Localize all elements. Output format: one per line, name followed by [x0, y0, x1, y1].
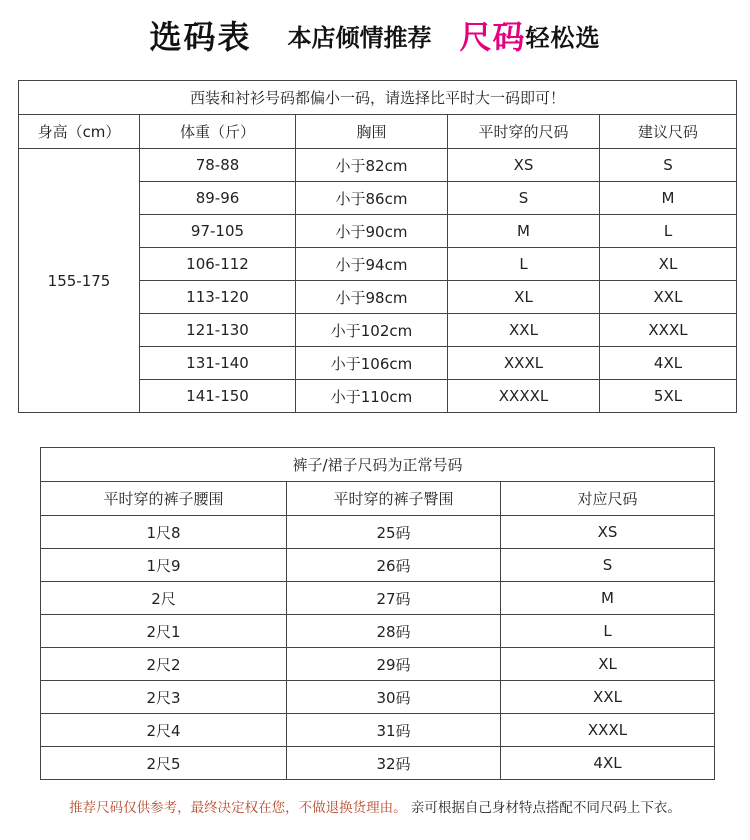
- usual-size-cell: XS: [448, 149, 600, 182]
- table-row: [41, 648, 715, 681]
- hip-cell: 27码: [287, 582, 501, 615]
- waist-cell: 2尺2: [41, 648, 287, 681]
- height-range-cell: 155-175: [19, 149, 140, 413]
- table-row: [41, 582, 715, 615]
- size-cell: XXXL: [501, 714, 715, 747]
- usual-size-cell: XL: [448, 281, 600, 314]
- usual-size-cell: XXXL: [448, 347, 600, 380]
- accent-text: 尺码: [459, 18, 526, 56]
- page-header: [0, 10, 750, 60]
- table-caption-row: [19, 81, 737, 115]
- header-waist: 平时穿的裤子腰围: [41, 482, 287, 516]
- size-cell: XL: [501, 648, 715, 681]
- usual-size-cell: L: [448, 248, 600, 281]
- suggested-size-cell: 4XL: [600, 347, 737, 380]
- chest-cell: 小于98cm: [296, 281, 448, 314]
- footer-note: [0, 796, 750, 822]
- size-cell: XS: [501, 516, 715, 549]
- suggested-size-cell: XL: [600, 248, 737, 281]
- hip-cell: 26码: [287, 549, 501, 582]
- header-suggested-size: 建议尺码: [600, 115, 737, 149]
- waist-cell: 2尺5: [41, 747, 287, 780]
- hip-cell: 25码: [287, 516, 501, 549]
- table-row: [41, 549, 715, 582]
- header-hip: 平时穿的裤子臀围: [287, 482, 501, 516]
- suggested-size-cell: 5XL: [600, 380, 737, 413]
- table-row: [19, 149, 737, 182]
- weight-cell: 141-150: [140, 380, 296, 413]
- hip-cell: 31码: [287, 714, 501, 747]
- chest-cell: 小于94cm: [296, 248, 448, 281]
- waist-cell: 1尺8: [41, 516, 287, 549]
- size-cell: L: [501, 615, 715, 648]
- suggested-size-cell: L: [600, 215, 737, 248]
- suggested-size-cell: XXXL: [600, 314, 737, 347]
- size-cell: M: [501, 582, 715, 615]
- footer-notice: 推荐尺码仅供参考，最终决定权在您，不做退换货理由。: [69, 800, 407, 816]
- weight-cell: 106-112: [140, 248, 296, 281]
- table-header-row: [19, 115, 737, 149]
- chest-cell: 小于110cm: [296, 380, 448, 413]
- usual-size-cell: S: [448, 182, 600, 215]
- suggested-size-cell: S: [600, 149, 737, 182]
- weight-cell: 78-88: [140, 149, 296, 182]
- chest-cell: 小于106cm: [296, 347, 448, 380]
- waist-cell: 2尺: [41, 582, 287, 615]
- table-caption-row: [41, 448, 715, 482]
- hip-cell: 29码: [287, 648, 501, 681]
- tail-text: 轻松选: [525, 23, 601, 52]
- weight-cell: 89-96: [140, 182, 296, 215]
- footer-tip: 亲可根据自己身材特点搭配不同尺码上下衣。: [410, 800, 681, 816]
- table-row: [41, 747, 715, 780]
- suggested-size-cell: M: [600, 182, 737, 215]
- waist-cell: 2尺4: [41, 714, 287, 747]
- page-title: 选码表: [149, 18, 252, 56]
- pants-size-table: [40, 447, 715, 780]
- suit-table-caption: 西装和衬衫号码都偏小一码，请选择比平时大一码即可！: [19, 81, 737, 115]
- waist-cell: 2尺3: [41, 681, 287, 714]
- table-row: [41, 681, 715, 714]
- size-cell: XXL: [501, 681, 715, 714]
- header-usual-size: 平时穿的尺码: [448, 115, 600, 149]
- chest-cell: 小于82cm: [296, 149, 448, 182]
- suit-size-table: [18, 80, 737, 413]
- waist-cell: 1尺9: [41, 549, 287, 582]
- recommend-text: 本店倾情推荐: [287, 23, 432, 52]
- hip-cell: 32码: [287, 747, 501, 780]
- weight-cell: 113-120: [140, 281, 296, 314]
- waist-cell: 2尺1: [41, 615, 287, 648]
- weight-cell: 131-140: [140, 347, 296, 380]
- header-size: 对应尺码: [501, 482, 715, 516]
- header-height: 身高（cm）: [19, 115, 140, 149]
- table-row: [41, 516, 715, 549]
- usual-size-cell: XXXXL: [448, 380, 600, 413]
- usual-size-cell: M: [448, 215, 600, 248]
- header-weight: 体重（斤）: [140, 115, 296, 149]
- weight-cell: 97-105: [140, 215, 296, 248]
- hip-cell: 30码: [287, 681, 501, 714]
- usual-size-cell: XXL: [448, 314, 600, 347]
- hip-cell: 28码: [287, 615, 501, 648]
- table-header-row: [41, 482, 715, 516]
- chest-cell: 小于102cm: [296, 314, 448, 347]
- chest-cell: 小于86cm: [296, 182, 448, 215]
- suggested-size-cell: XXL: [600, 281, 737, 314]
- weight-cell: 121-130: [140, 314, 296, 347]
- size-cell: 4XL: [501, 747, 715, 780]
- header-chest: 胸围: [296, 115, 448, 149]
- table-row: [41, 615, 715, 648]
- table-row: [41, 714, 715, 747]
- chest-cell: 小于90cm: [296, 215, 448, 248]
- pants-table-caption: 裤子/裙子尺码为正常号码: [41, 448, 715, 482]
- size-cell: S: [501, 549, 715, 582]
